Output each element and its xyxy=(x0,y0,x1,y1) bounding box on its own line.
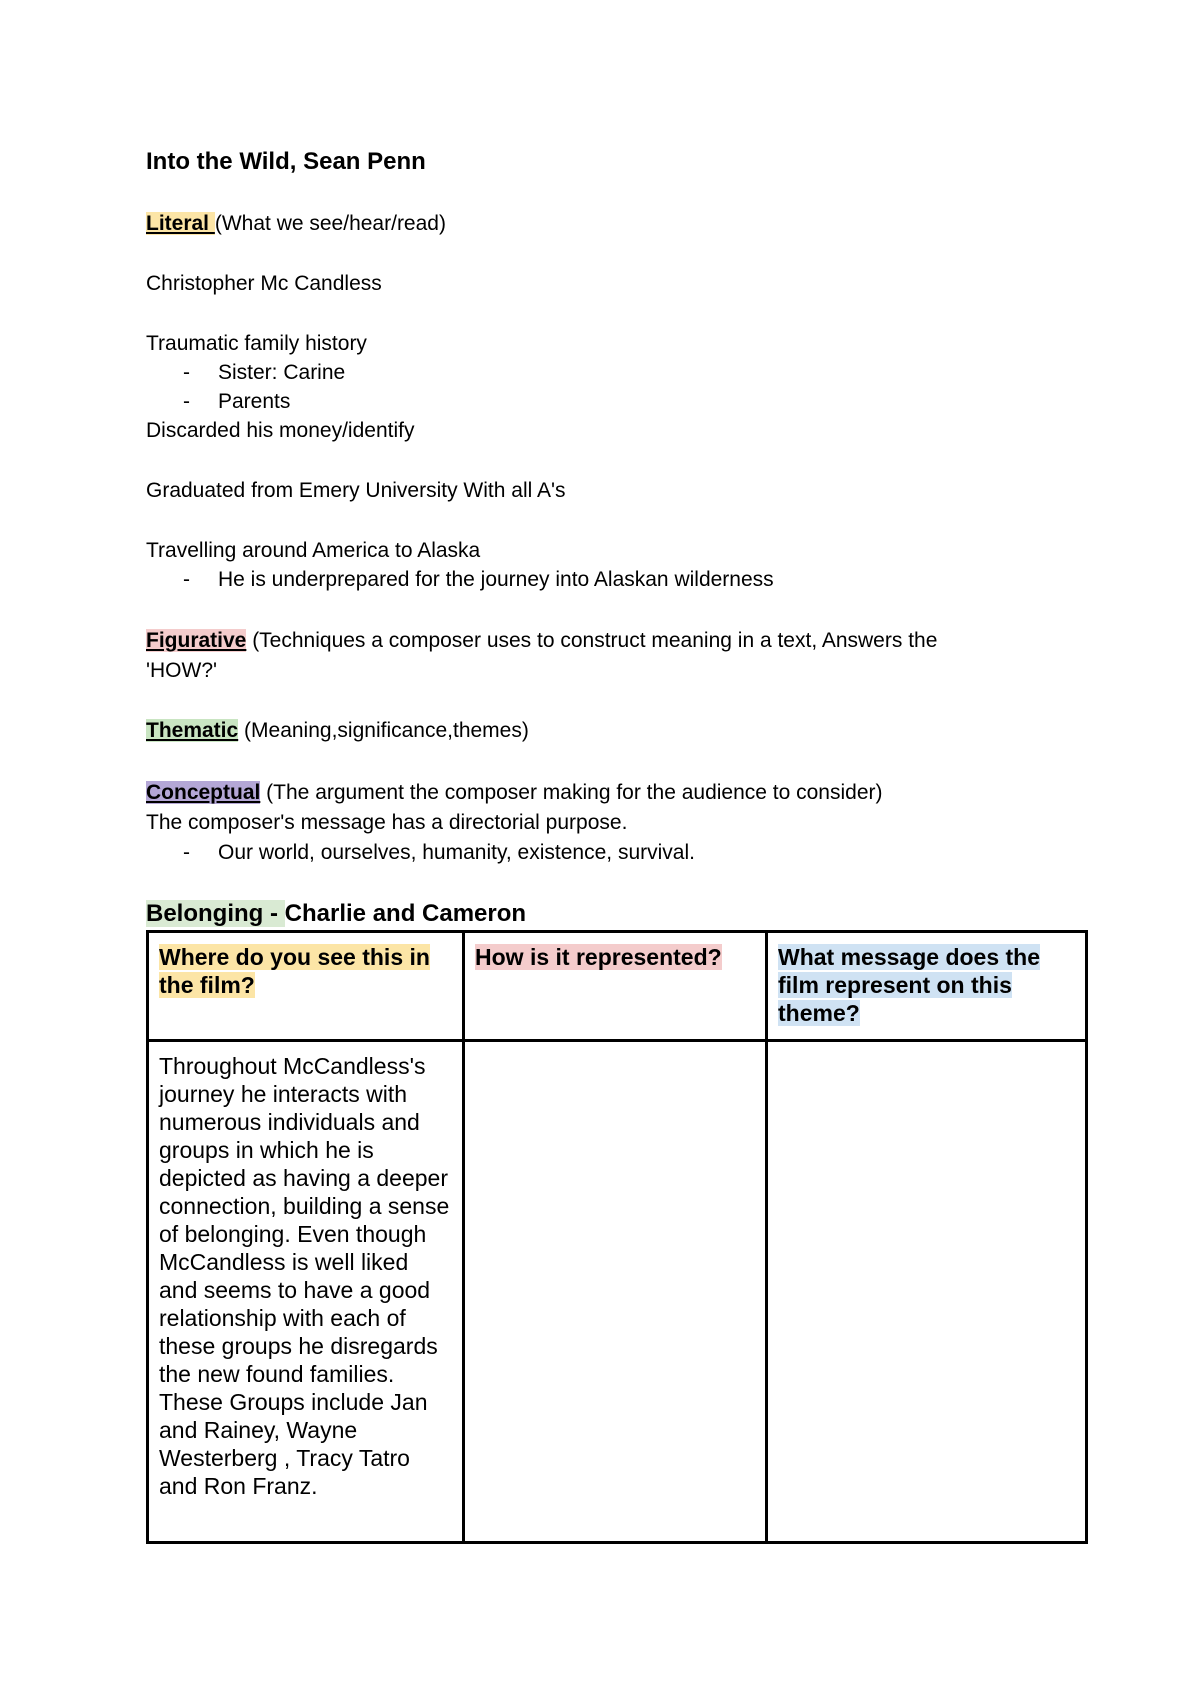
where-cell[interactable]: Throughout McCandless's journey he interacts with numerous individuals and groups in which he is depicted as having a deeper connection, building a sense of belonging. Even though McCandless is well liked and seems to have a good relationship with each of these groups he disregards the new found families. These Groups include Jan and Rainey, Wayne Westerberg , Tracy Tatro and Ron Franz. xyxy=(148,1041,464,1543)
thematic-heading: Thematic xyxy=(146,719,239,742)
belonging-subtitle: Charlie and Cameron xyxy=(284,900,527,927)
parents-item: Parents xyxy=(218,390,291,413)
bullet-dash: - xyxy=(183,390,190,413)
table-header-row xyxy=(148,932,1087,1041)
figurative-line xyxy=(146,628,937,654)
figurative-description: (Techniques a composer uses to construct meaning in a text, Answers the xyxy=(246,629,938,652)
figurative-description-cont: 'HOW?' xyxy=(146,659,218,682)
thematic-line xyxy=(146,718,529,744)
how-cell[interactable] xyxy=(464,1041,767,1543)
bullet-dash: - xyxy=(183,568,190,591)
bullet-dash: - xyxy=(183,361,190,384)
underprepared-item: He is underprepared for the journey into Alaskan wilderness xyxy=(218,568,774,591)
table-header-cell xyxy=(148,932,464,1041)
thematic-description: (Meaning,significance,themes) xyxy=(238,719,529,742)
travelling-line: Travelling around America to Alaska xyxy=(146,539,481,562)
belonging-table xyxy=(146,930,1088,1544)
table-header-cell xyxy=(767,932,1087,1041)
how-header: How is it represented? xyxy=(475,944,722,970)
sister-item: Sister: Carine xyxy=(218,361,346,384)
where-header: Where do you see this in the film? xyxy=(159,944,430,998)
world-item: Our world, ourselves, humanity, existence, survival. xyxy=(218,841,695,864)
conceptual-description: (The argument the composer making for the audience to consider) xyxy=(260,781,883,804)
conceptual-line xyxy=(146,780,883,806)
message-header: What message does the film represent on this theme? xyxy=(778,944,1041,1026)
literal-description: (What we see/hear/read) xyxy=(214,212,446,235)
figurative-heading: Figurative xyxy=(146,629,247,652)
document-title: Into the Wild, Sean Penn xyxy=(146,148,426,175)
discarded-line: Discarded his money/identify xyxy=(146,419,415,442)
name-line: Christopher Mc Candless xyxy=(146,272,382,295)
composer-message-line: The composer's message has a directorial purpose. xyxy=(146,811,628,834)
literal-line xyxy=(146,211,446,237)
table-header-cell xyxy=(464,932,767,1041)
graduated-line: Graduated from Emery University With all A's xyxy=(146,479,566,502)
bullet-dash: - xyxy=(183,841,190,864)
belonging-heading: Belonging - xyxy=(146,900,285,927)
literal-heading: Literal xyxy=(146,212,215,235)
table-row xyxy=(148,1041,1087,1543)
belonging-heading-line xyxy=(146,899,526,929)
conceptual-heading: Conceptual xyxy=(146,781,261,804)
message-cell[interactable] xyxy=(767,1041,1087,1543)
family-line: Traumatic family history xyxy=(146,332,367,355)
